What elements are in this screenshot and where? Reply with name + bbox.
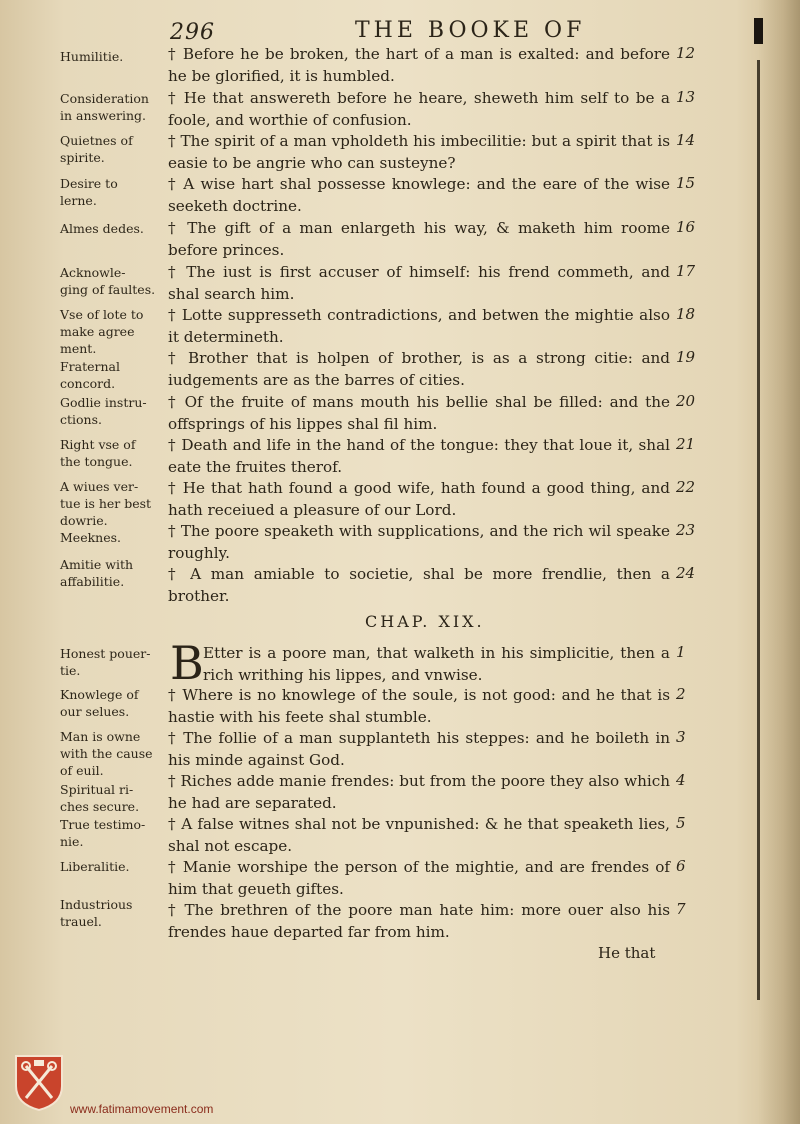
verse-text: † The iust is first accuser of himself: his frend commeth, and shal search him.	[168, 263, 670, 303]
margin-note: Vse of lote to make agree ment.	[60, 307, 144, 356]
margin-note: True testimo- nie.	[60, 817, 146, 849]
margin-note: Consideration in answering.	[60, 91, 149, 123]
right-margin-rule	[757, 60, 760, 1000]
margin-note: Industrious trauel.	[60, 897, 133, 929]
verse-text: † He that answereth before he heare, sheweth him self to be a foole, and worthie of confusion.	[168, 89, 670, 129]
verse-number: 7	[676, 900, 686, 918]
verse-text: † The brethren of the poore man hate him: more ouer also his frendes haue departed far from him.	[168, 901, 670, 941]
verse-number: 13	[676, 88, 696, 106]
verse-number: 24	[676, 564, 696, 582]
website-link[interactable]: www.fatimamovement.com	[70, 1102, 214, 1116]
verse-text: † Lotte suppresseth contradictions, and betwen the mightie also it determineth.	[168, 306, 670, 346]
margin-note: Quietnes of spirite.	[60, 133, 133, 165]
verse-number: 21	[676, 435, 696, 453]
verse-text: † The follie of a man supplanteth his steppes: and he boileth in his minde against God.	[168, 729, 670, 769]
margin-note: Acknowle- ging of faultes.	[60, 265, 156, 297]
page-edge-shadow	[758, 0, 800, 1124]
margin-note: Knowlege of our selues.	[60, 687, 139, 719]
chapter-heading: CHAP. XIX.	[365, 612, 485, 631]
drop-cap: B	[170, 636, 204, 690]
verse-number: 4	[676, 771, 686, 789]
verse-number: 1	[676, 643, 686, 661]
verse-text: † Death and life in the hand of the tongue: they that loue it, shal eate the fruites therof.	[168, 436, 670, 476]
verse-text: † He that hath found a good wife, hath found a good thing, and hath receiued a pleasure of our Lord.	[168, 479, 670, 519]
papal-keys-emblem-icon	[12, 1052, 66, 1112]
verse-number: 23	[676, 521, 696, 539]
verse-text: † Where is no knowlege of the soule, is not good: and he that is hastie with his feete shal stumble.	[168, 686, 670, 726]
margin-note: Liberalitie.	[60, 859, 130, 874]
verse-text: † Manie worshipe the person of the mightie, and are frendes of him that geueth giftes.	[168, 858, 670, 898]
margin-note: Meeknes.	[60, 530, 122, 545]
verse-number: 18	[676, 305, 696, 323]
margin-note: Fraternal concord.	[60, 359, 120, 391]
margin-note: Man is owne with the cause of euil.	[60, 729, 153, 778]
margin-note: Honest pouer- tie.	[60, 646, 151, 678]
verse-number: 6	[676, 857, 686, 875]
verse-text: † Before he be broken, the hart of a man is exalted: and before he be glorified, it is humbled.	[168, 45, 670, 85]
verse-number: 12	[676, 44, 696, 62]
catchword: He that	[598, 944, 656, 962]
running-title: THE BOOKE OF	[355, 18, 586, 43]
verse-number: 5	[676, 814, 686, 832]
margin-note: Spiritual ri- ches secure.	[60, 782, 140, 814]
verse-number: 3	[676, 728, 686, 746]
verse-text: † Brother that is holpen of brother, is as a strong citie: and iudgements are as the barres of cities.	[168, 349, 670, 389]
margin-note: Amitie with affabilitie.	[60, 557, 134, 589]
verse-text: Etter is a poore man, that walketh in his simplicitie, then a rich writhing his lippes, and vnwise.	[203, 644, 670, 684]
verse-number: 20	[676, 392, 696, 410]
verse-text: † Riches adde manie frendes: but from the poore they also which he had are separated.	[168, 772, 670, 812]
margin-note: Almes dedes.	[60, 221, 144, 236]
verse-text: † A false witnes shal not be vnpunished: & he that speaketh lies, shal not escape.	[168, 815, 670, 855]
margin-note: Desire to lerne.	[60, 176, 118, 208]
margin-note: Right vse of the tongue.	[60, 437, 136, 469]
verse-text: † A wise hart shal possesse knowlege: and the eare of the wise seeketh doctrine.	[168, 175, 670, 215]
verse-number: 22	[676, 478, 696, 496]
verse-number: 15	[676, 174, 696, 192]
verse-number: 16	[676, 218, 696, 236]
verse-text: † Of the fruite of mans mouth his bellie shal be filled: and the offsprings of his lippes shal fil him.	[168, 393, 670, 433]
margin-note: A wiues ver- tue is her best dowrie.	[60, 479, 152, 528]
verse-text: † The spirit of a man vpholdeth his imbecilitie: but a spirit that is easie to be angrie who can susteyne?	[168, 132, 670, 172]
margin-note: Humilitie.	[60, 49, 124, 64]
verse-number: 14	[676, 131, 696, 149]
verse-number: 19	[676, 348, 696, 366]
verse-text: † The gift of a man enlargeth his way, & maketh him roome before princes.	[168, 219, 670, 259]
verse-text: † The poore speaketh with supplications, and the rich wil speake roughly.	[168, 522, 670, 562]
page-number: 296	[170, 20, 215, 45]
margin-note: Godlie instru- ctions.	[60, 395, 147, 427]
verse-number: 17	[676, 262, 696, 280]
verse-text: † A man amiable to societie, shal be more frendlie, then a brother.	[168, 565, 670, 605]
verse-number: 2	[676, 685, 686, 703]
